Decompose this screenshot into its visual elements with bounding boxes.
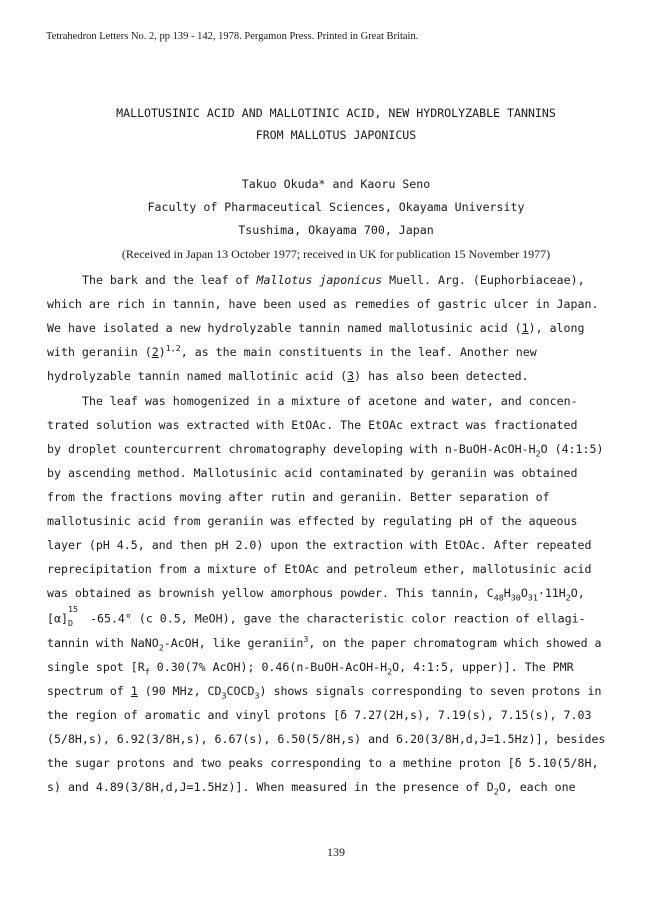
body-text: hydrolyzable tannin named mallotinic acid ( — [47, 369, 348, 383]
body-text: spectrum of — [47, 684, 131, 698]
body-text: ), along — [528, 321, 585, 335]
body-line-11: mallotusinic acid from geraniin was effected by regulating pH of the aqueous — [47, 514, 578, 528]
subscript: 2 — [565, 592, 571, 603]
body-text: 0.30(7% AcOH); 0.46(n-BuOH-AcOH-H — [149, 660, 388, 674]
compound-number: 2 — [151, 345, 159, 359]
body-line-21: the sugar protons and two peaks corresponding to a methine proton [δ 5.10(5/8H, — [47, 756, 599, 770]
body-line-7: trated solution was extracted with EtOAc. The EtOAc extract was fractionated — [47, 418, 578, 432]
subscript: 2 — [387, 666, 393, 677]
body-line-16 — [47, 634, 602, 653]
body-text: The bark and the leaf of — [82, 273, 257, 287]
body-text: tannin with NaNO — [47, 636, 159, 650]
body-line-10: from the fractions moving after rutin and geraniin. Better separation of — [47, 490, 550, 504]
body-text: O, each one — [498, 780, 576, 794]
subscript: 30 — [510, 592, 521, 603]
received-dates: (Received in Japan 13 October 1977; received in UK for publication 15 November 1977) — [121, 247, 551, 261]
body-text: O, 4:1:5, upper)]. The PMR — [392, 660, 574, 674]
body-line-3 — [47, 321, 584, 335]
affiliation-line-2: Tsushima, Okayama 700, Japan — [238, 223, 434, 237]
subscript: 3 — [254, 690, 260, 701]
body-text: ·11H — [537, 586, 566, 600]
subscript: D — [67, 618, 73, 628]
journal-header: Tetrahedron Letters No. 2, pp 139 - 142, 1978. Pergamon Press. Printed in Great Britain. — [46, 31, 419, 42]
body-text: [α] — [47, 611, 68, 626]
species-name: Mallotus japonicus — [256, 273, 383, 287]
subscript: 31 — [527, 592, 538, 603]
subscript: 2 — [158, 642, 164, 653]
subscript: 2 — [493, 786, 499, 797]
body-line-19: the region of aromatic and vinyl protons [δ 7.27(2H,s), 7.19(s), 7.15(s), 7.03 — [47, 708, 592, 722]
body-line-1 — [82, 273, 585, 287]
body-line-15 — [47, 604, 586, 628]
body-text: by droplet countercurrent chromatography developing with n-BuOH-AcOH-H — [47, 442, 536, 456]
body-text: , on the paper chromatogram which showed a — [308, 636, 602, 650]
compound-number: 1 — [130, 684, 138, 698]
body-text: was obtained as brownish yellow amorphous powder. This tannin, C — [47, 586, 494, 600]
title-line-2: FROM MALLOTUS JAPONICUS — [255, 128, 417, 142]
page-number: 139 — [327, 845, 345, 859]
reference-marker: 3 — [303, 634, 309, 645]
affiliation-line-1: Faculty of Pharmaceutical Sciences, Okayama University — [147, 200, 525, 214]
superscript: 15 — [67, 604, 78, 614]
body-text: , as the main constituents in the leaf. Another new — [180, 345, 537, 359]
subscript: f — [144, 666, 150, 677]
body-text: (90 MHz, CD — [137, 684, 222, 698]
body-line-9: by ascending method. Mallotusinic acid contaminated by geraniin was obtained — [47, 466, 578, 480]
subscript: 3 — [221, 690, 227, 701]
body-text: single spot [R — [47, 660, 145, 674]
body-text: H — [503, 586, 511, 600]
optical-rotation-scripts — [67, 604, 83, 628]
body-text: We have isolated a new hydrolyzable tannin named mallotusinic acid ( — [47, 321, 522, 335]
body-line-17 — [47, 660, 574, 677]
body-text: ) shows signals corresponding to seven protons in — [259, 684, 602, 698]
reference-marker: 1,2 — [165, 343, 181, 354]
body-line-22 — [47, 780, 576, 797]
body-text: COCD — [226, 684, 255, 698]
subscript: 2 — [535, 448, 541, 459]
body-text: O, — [570, 586, 585, 600]
body-text: ) has also been detected. — [354, 369, 529, 383]
title-line-1: MALLOTUSINIC ACID AND MALLOTINIC ACID, NEW HYDROLYZABLE TANNINS — [116, 106, 556, 120]
body-text: ) — [158, 345, 166, 359]
body-line-20: (5/8H,s), 6.92(3/8H,s), 6.67(s), 6.50(5/8H,s) and 6.20(3/8H,d,J=1.5Hz)], besides — [47, 732, 606, 746]
body-text: -AcOH, like geraniin — [163, 636, 304, 650]
body-text: s) and 4.89(3/8H,d,J=1.5Hz)]. When measured in the presence of D — [47, 780, 494, 794]
body-text: O — [520, 586, 528, 600]
body-line-8 — [47, 442, 604, 459]
body-line-13: reprecipitation from a mixture of EtOAc and petroleum ether, mallotusinic acid — [47, 562, 592, 576]
body-line-4 — [47, 345, 537, 359]
authors: Takuo Okuda* and Kaoru Seno — [241, 177, 431, 191]
body-text: Muell. Arg. (Euphorbiaceae), — [382, 273, 585, 287]
body-line-2: which are rich in tannin, have been used as remedies of gastric ulcer in Japan. — [47, 297, 599, 311]
subscript: 48 — [493, 592, 504, 603]
compound-number: 1 — [521, 321, 529, 335]
compound-number: 3 — [347, 369, 355, 383]
body-line-18 — [47, 684, 602, 701]
body-line-6: The leaf was homogenized in a mixture of acetone and water, and concen- — [82, 394, 578, 408]
body-line-5 — [47, 369, 529, 383]
body-text: O (4:1:5) — [540, 442, 604, 456]
body-text: with geraniin ( — [47, 345, 152, 359]
body-text: -65.4° (c 0.5, MeOH), gave the characteristic color reaction of ellagi- — [83, 611, 586, 626]
body-line-14 — [47, 586, 585, 603]
body-line-12: layer (pH 4.5, and then pH 2.0) upon the extraction with EtOAc. After repeated — [47, 538, 592, 552]
